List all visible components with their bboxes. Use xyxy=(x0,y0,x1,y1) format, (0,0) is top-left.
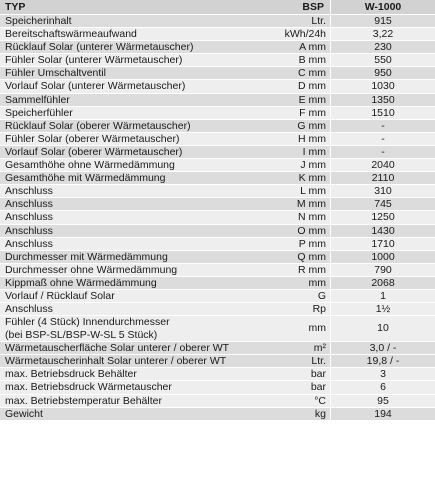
row-value: 1430 xyxy=(330,225,435,238)
row-label: Vorlauf / Rücklauf Solar xyxy=(5,289,115,302)
row-unit: P mm xyxy=(298,237,326,250)
table-row xyxy=(0,41,435,54)
table-row xyxy=(0,408,435,421)
row-label: Durchmesser ohne Wärmedämmung xyxy=(5,263,178,276)
table-row xyxy=(0,120,435,133)
row-value: 1250 xyxy=(330,211,435,224)
row-label: Wärmetauscherinhalt Solar unterer / oberer WT xyxy=(5,355,227,368)
row-unit: Ltr. xyxy=(311,15,326,27)
row-label: Wärmetauscherfläche Solar unterer / oberer WT xyxy=(5,342,230,355)
row-label: Gesamthöhe mit Wärmedämmung xyxy=(5,172,166,185)
row-value: 3 xyxy=(330,368,435,381)
row-value: 19,8 / - xyxy=(330,355,435,368)
row-value: 1350 xyxy=(330,94,435,107)
row-unit: K mm xyxy=(298,172,326,185)
row-label-line2: (bei BSP-SL/BSP-W-SL 5 Stück) xyxy=(5,328,158,341)
row-label: Fühler Umschaltventil xyxy=(5,67,106,80)
row-unit: J mm xyxy=(300,159,326,172)
row-unit: mm xyxy=(308,276,326,289)
row-label: Gesamthöhe ohne Wärmedämmung xyxy=(5,159,175,172)
row-label: Kippmaß ohne Wärmedämmung xyxy=(5,276,157,289)
row-value: 1 xyxy=(330,290,435,303)
header-typ: TYP xyxy=(5,1,26,13)
row-value: 2068 xyxy=(330,277,435,290)
table-row xyxy=(0,28,435,41)
header-model: W-1000 xyxy=(330,0,435,15)
row-label: max. Betriebstemperatur Behälter xyxy=(5,394,162,407)
row-value: 3,22 xyxy=(330,28,435,41)
row-label: Anschluss xyxy=(5,224,53,237)
row-label: Fühler Solar (oberer Wärmetauscher) xyxy=(5,132,180,145)
row-unit: A mm xyxy=(299,41,326,54)
row-label: Speicherinhalt xyxy=(5,15,72,27)
table-row xyxy=(0,316,435,342)
row-label: Fühler Solar (unterer Wärmetauscher) xyxy=(5,54,183,67)
row-unit: D mm xyxy=(298,80,326,93)
row-value: 790 xyxy=(330,264,435,277)
row-unit: Rp xyxy=(312,303,326,316)
row-unit: L mm xyxy=(300,185,326,198)
row-value: 915 xyxy=(330,15,435,28)
row-label: max. Betriebsdruck Behälter xyxy=(5,368,137,381)
table-row xyxy=(0,225,435,238)
table-row xyxy=(0,355,435,368)
row-label: max. Betriebsdruck Wärmetauscher xyxy=(5,381,172,394)
table-row xyxy=(0,368,435,381)
row-unit: bar xyxy=(310,368,326,381)
row-label: Gewicht xyxy=(5,407,43,420)
row-unit: Ltr. xyxy=(311,355,326,368)
table-row xyxy=(0,107,435,120)
table-row xyxy=(0,133,435,146)
table-row xyxy=(0,94,435,107)
row-label: Anschluss xyxy=(5,185,53,198)
row-value: 310 xyxy=(330,185,435,198)
row-value: 10 xyxy=(330,316,435,341)
table-row xyxy=(0,185,435,198)
table-row xyxy=(0,146,435,159)
row-value: - xyxy=(330,146,435,159)
row-label xyxy=(0,316,258,341)
table-row xyxy=(0,80,435,93)
row-value: 95 xyxy=(330,395,435,408)
header-bsp: BSP xyxy=(302,1,324,13)
row-label: Anschluss xyxy=(5,237,53,250)
row-label: Rücklauf Solar (oberer Wärmetauscher) xyxy=(5,119,191,132)
row-unit: mm xyxy=(308,322,326,335)
row-label: Vorlauf Solar (oberer Wärmetauscher) xyxy=(5,145,183,158)
row-unit: O mm xyxy=(297,224,326,237)
table-row xyxy=(0,395,435,408)
table-row xyxy=(0,172,435,185)
row-value: 950 xyxy=(330,67,435,80)
row-value: 1030 xyxy=(330,80,435,93)
table-row xyxy=(0,290,435,303)
row-value: 1000 xyxy=(330,251,435,264)
table-row xyxy=(0,67,435,80)
table-row xyxy=(0,342,435,355)
row-label: Bereitschaftswärmeaufwand xyxy=(5,28,137,41)
row-label: Durchmesser mit Wärmedämmung xyxy=(5,250,168,263)
row-unit: C mm xyxy=(298,67,326,80)
row-value: - xyxy=(330,120,435,133)
table-row xyxy=(0,211,435,224)
table-row xyxy=(0,303,435,316)
row-unit: kg xyxy=(314,407,326,420)
row-value: 1½ xyxy=(330,303,435,316)
table-row xyxy=(0,15,435,28)
row-value: 2040 xyxy=(330,159,435,172)
row-value: 230 xyxy=(330,41,435,54)
table-row xyxy=(0,264,435,277)
row-unit: E mm xyxy=(298,93,326,106)
table-row xyxy=(0,159,435,172)
row-unit: H mm xyxy=(298,132,326,145)
row-unit: kWh/24h xyxy=(284,28,326,41)
table-row xyxy=(0,277,435,290)
table-row xyxy=(0,381,435,394)
row-label: Rücklauf Solar (unterer Wärmetauscher) xyxy=(5,41,194,54)
row-value: 6 xyxy=(330,381,435,394)
row-label-line1: Fühler (4 Stück) Innendurchmesser xyxy=(5,316,170,329)
row-unit: °C xyxy=(314,394,326,407)
row-unit: Q mm xyxy=(297,250,326,263)
row-label: Vorlauf Solar (unterer Wärmetauscher) xyxy=(5,80,186,93)
row-label: Anschluss xyxy=(5,198,53,211)
row-value: 1510 xyxy=(330,107,435,120)
row-unit: B mm xyxy=(298,54,326,67)
row-unit: bar xyxy=(310,381,326,394)
table-row xyxy=(0,198,435,211)
row-unit: G xyxy=(317,289,326,302)
row-value: - xyxy=(330,133,435,146)
row-unit: R mm xyxy=(298,263,326,276)
row-unit: M mm xyxy=(296,198,326,211)
row-value: 2110 xyxy=(330,172,435,185)
row-unit: m² xyxy=(313,342,326,355)
row-value: 745 xyxy=(330,198,435,211)
table-row xyxy=(0,54,435,67)
row-value: 194 xyxy=(330,408,435,421)
row-unit: G mm xyxy=(297,119,326,132)
row-label: Sammelfühler xyxy=(5,93,70,106)
table-row xyxy=(0,251,435,264)
row-value: 550 xyxy=(330,54,435,67)
row-label: Anschluss xyxy=(5,211,53,224)
row-label: Anschluss xyxy=(5,303,53,316)
table-header xyxy=(0,0,435,15)
row-unit: N mm xyxy=(298,211,326,224)
row-value: 1710 xyxy=(330,238,435,251)
row-unit: F mm xyxy=(299,106,326,119)
row-value: 3,0 / - xyxy=(330,342,435,355)
table-row xyxy=(0,238,435,251)
row-unit: I mm xyxy=(302,145,326,158)
row-label: Speicherfühler xyxy=(5,106,73,119)
